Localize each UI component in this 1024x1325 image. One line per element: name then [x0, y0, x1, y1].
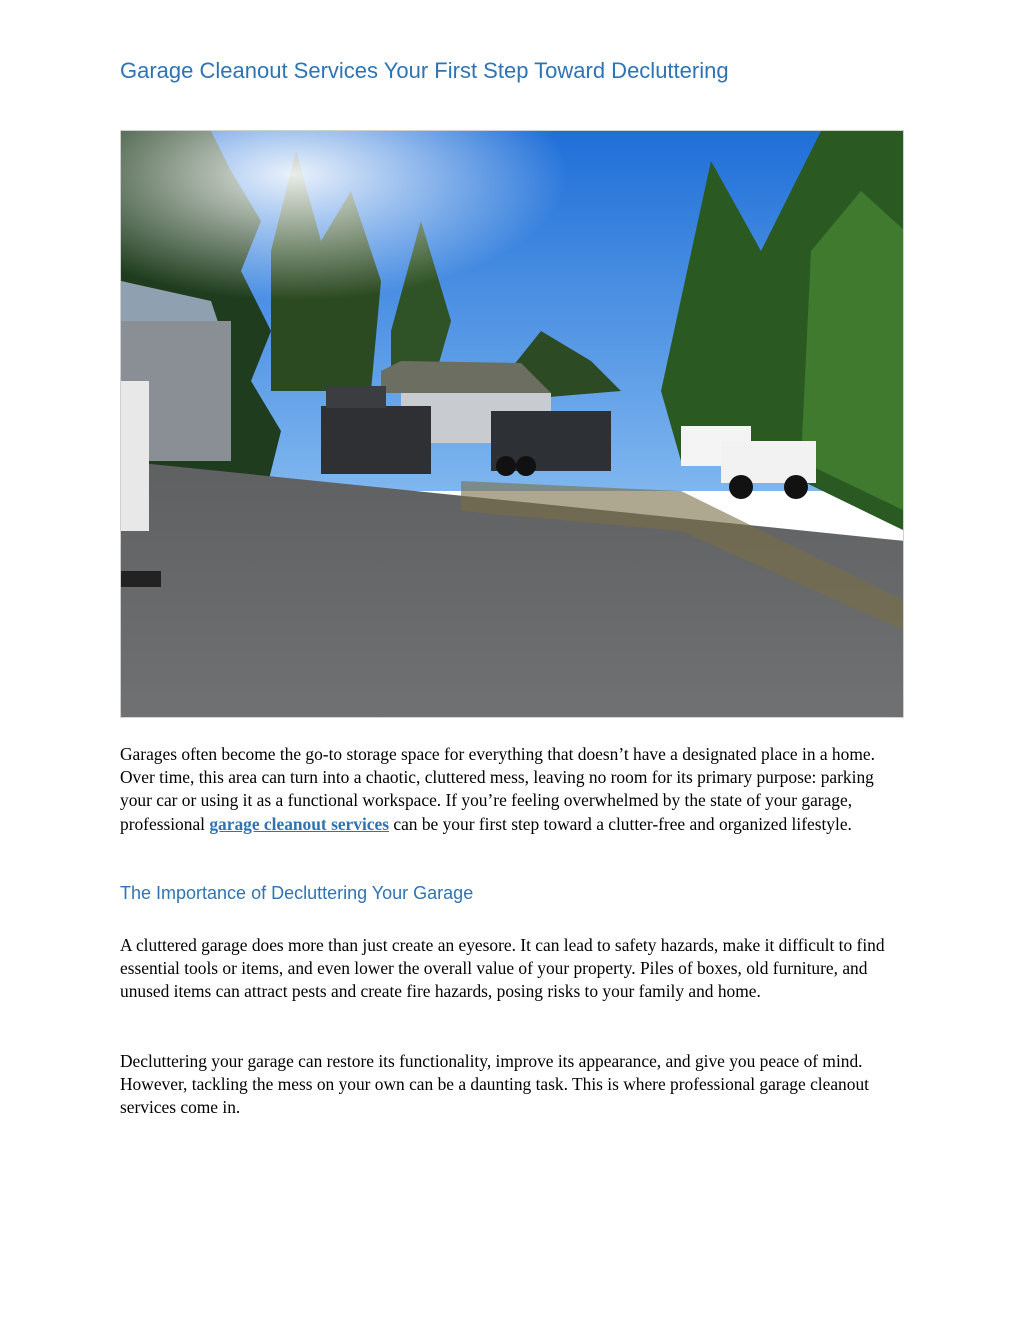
driveway-photo — [120, 130, 904, 718]
document-title: Garage Cleanout Services Your First Step Toward Decluttering — [120, 58, 729, 83]
body-paragraph-benefits: Decluttering your garage can restore its functionality, improve its appearance, and give you peace of mind. However, tackling the mess on your own can be a daunting task. This is where professional garage cleanout services come in. — [120, 1051, 869, 1118]
body-paragraph-hazards: A cluttered garage does more than just create an eyesore. It can lead to safety hazards, make it difficult to find essential tools or items, and even lower the overall value of your property. Piles of boxes, old furniture, and unused items can attract pests and create fire hazards, posing risks to your family and home. — [120, 935, 885, 1002]
intro-paragraph — [120, 743, 910, 836]
intro-text-after-link: can be your first step toward a clutter-free and organized lifestyle. — [389, 813, 852, 834]
intro-text-before-link: Garages often become the go-to storage space for everything that doesn’t have a designated place in a home. Over time, this area can turn into a chaotic, cluttered mess, leaving no room for its primary purpose: parking your car or using it as a functional workspace. If you’re feeling overwhelmed by the state of your garage, professional — [120, 744, 875, 834]
section-heading: The Importance of Decluttering Your Garage — [120, 883, 474, 903]
garage-cleanout-services-link[interactable]: garage cleanout services — [209, 813, 390, 834]
